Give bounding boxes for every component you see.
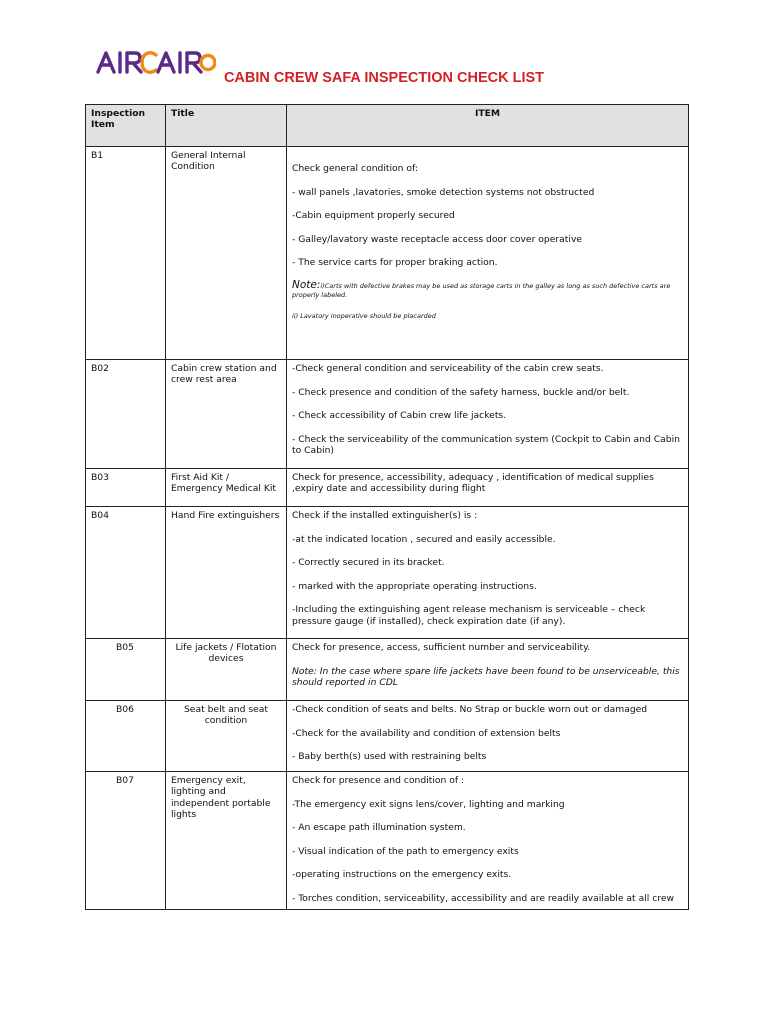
- row-title: Life jackets / Flotation devices: [166, 639, 287, 701]
- item-line: Check for presence, access, sufficient number and serviceability.: [292, 642, 591, 653]
- item-line: - Check the serviceability of the communication system (Cockpit to Cabin and Cabin to Cabin): [292, 433, 680, 457]
- table-header-row: [86, 105, 689, 147]
- inspection-checklist-table: [85, 104, 689, 910]
- row-items: [287, 701, 689, 772]
- table-row: [86, 469, 689, 507]
- row-items: [287, 360, 689, 469]
- note-line: [292, 278, 683, 300]
- row-items: [287, 639, 689, 701]
- item-line: - An escape path illumination system.: [292, 822, 466, 834]
- item-line: -Cabin equipment properly secured: [292, 210, 455, 222]
- row-title: General Internal Condition: [166, 147, 287, 360]
- table-row: [86, 507, 689, 639]
- row-title: Emergency exit, lighting and independent portable lights: [166, 772, 287, 910]
- row-title: First Aid Kit / Emergency Medical Kit: [166, 469, 287, 507]
- note-label: Note:: [292, 278, 321, 291]
- item-line: - marked with the appropriate operating instructions.: [292, 580, 537, 592]
- row-items: [287, 469, 689, 507]
- row-code: B06: [86, 701, 166, 772]
- item-line: - wall panels ,lavatories, smoke detection systems not obstructed: [292, 186, 595, 198]
- table-row: [86, 360, 689, 469]
- item-line: Check for presence and condition of :: [292, 775, 465, 786]
- table-row: [86, 701, 689, 772]
- item-line: - Check accessibility of Cabin crew life jackets.: [292, 410, 507, 422]
- row-items: [287, 772, 689, 910]
- item-line: - Galley/lavatory waste receptacle access door cover operative: [292, 233, 583, 245]
- header-title: Title: [166, 105, 287, 147]
- row-title: Hand Fire extinguishers: [166, 507, 287, 639]
- row-code: B04: [86, 507, 166, 639]
- note-line-2: ii) Lavatory inoperative should be placarded: [292, 312, 436, 321]
- item-line: -Including the extinguishing agent release mechanism is serviceable – check pressure gauge (if installed), check expiration date (if any).: [292, 604, 646, 627]
- table-row: [86, 639, 689, 701]
- item-line: Check general condition of:: [292, 163, 419, 174]
- item-line: - Check presence and condition of the safety harness, buckle and/or belt.: [292, 386, 630, 398]
- item-line: Check for presence, accessibility, adequacy , identification of medical supplies ,expiry date and accessibility during flight: [292, 472, 654, 495]
- item-line: - Torches condition, serviceability, accessibility and are readily available at all crew: [292, 892, 675, 904]
- row-code: B02: [86, 360, 166, 469]
- note-line: Note: In the case where spare life jackets have been found to be unserviceable, this should reported in CDL: [292, 665, 680, 688]
- item-line: - Baby berth(s) used with restraining belts: [292, 751, 487, 763]
- header-item: ITEM: [287, 105, 689, 147]
- row-code: B1: [86, 147, 166, 360]
- item-line: - The service carts for proper braking action.: [292, 257, 498, 269]
- header-inspection-item: Inspection Item: [86, 105, 166, 147]
- item-line: -operating instructions on the emergency exits.: [292, 869, 512, 881]
- item-line: -Check for the availability and condition of extension belts: [292, 727, 561, 739]
- item-line: - Correctly secured in its bracket.: [292, 557, 445, 569]
- row-title: Seat belt and seat condition: [166, 701, 287, 772]
- row-code: B03: [86, 469, 166, 507]
- row-code: B07: [86, 772, 166, 910]
- row-items: [287, 147, 689, 360]
- row-items: [287, 507, 689, 639]
- item-line: -Check condition of seats and belts. No Strap or buckle worn out or damaged: [292, 704, 648, 715]
- item-line: -at the indicated location , secured and easily accessible.: [292, 533, 556, 545]
- item-line: Check if the installed extinguisher(s) is :: [292, 510, 478, 521]
- note-text: i)Carts with defective brakes may be used as storage carts in the galley as long as such defective carts are properly labeled.: [292, 281, 671, 299]
- item-line: -Check general condition and serviceability of the cabin crew seats.: [292, 363, 604, 374]
- document-title: CABIN CREW SAFA INSPECTION CHECK LIST: [223, 70, 545, 86]
- item-line: - Visual indication of the path to emergency exits: [292, 845, 519, 857]
- row-title: Cabin crew station and crew rest area: [166, 360, 287, 469]
- row-code: B05: [86, 639, 166, 701]
- table-row: [86, 147, 689, 360]
- table-row: [86, 772, 689, 910]
- item-line: -The emergency exit signs lens/cover, lighting and marking: [292, 798, 565, 810]
